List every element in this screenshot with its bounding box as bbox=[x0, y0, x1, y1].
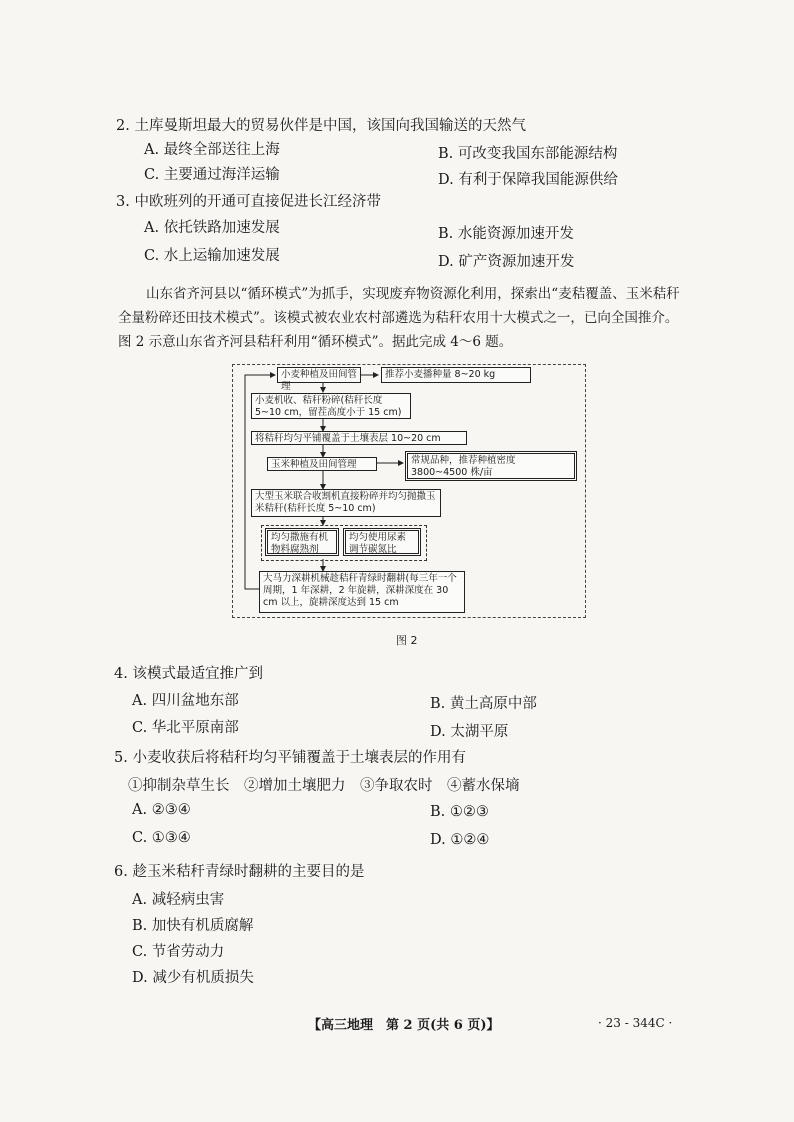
passage-line-3: 图 2 示意山东省齐河县秸秆利用“循环模式”。据此完成 4～6 题。 bbox=[118, 334, 513, 350]
question-2-option-c: C. 主要通过海洋运输 bbox=[144, 167, 280, 183]
question-2-stem: 2. 土库曼斯坦最大的贸易伙伴是中国，该国向我国输送的天然气 bbox=[116, 118, 526, 134]
question-4-option-d: D. 太湖平原 bbox=[430, 724, 509, 740]
question-5-stem: 5. 小麦收获后将秸秆均匀平铺覆盖于土壤表层的作用有 bbox=[114, 750, 466, 766]
question-6-option-a: A. 减轻病虫害 bbox=[132, 892, 225, 908]
question-5-statements: ①抑制杂草生长 ②增加土壤肥力 ③争取农时 ④蓄水保墒 bbox=[128, 778, 520, 794]
question-4-option-c: C. 华北平原南部 bbox=[132, 720, 239, 736]
question-3-option-c: C. 水上运输加速发展 bbox=[144, 248, 280, 264]
page-footer-title: 【高三地理 第 2 页(共 6 页)】 bbox=[308, 1018, 500, 1033]
passage bbox=[118, 282, 718, 354]
question-2-option-a: A. 最终全部送往上海 bbox=[144, 142, 280, 158]
question-4-stem: 4. 该模式最适宜推广到 bbox=[114, 666, 263, 682]
flow-box-urea: 均匀使用尿素调节碳氮比 bbox=[343, 528, 421, 556]
flow-box-wheat-planting: 小麦种植及田间管理 bbox=[277, 367, 361, 383]
question-2-option-d: D. 有利于保障我国能源供给 bbox=[438, 172, 618, 188]
question-5-option-a: A. ②③④ bbox=[132, 802, 191, 818]
flow-box-corn-harvest: 大型玉米联合收割机直接粉碎并均匀抛撒玉米秸秆(秸秆长度 5~10 cm) bbox=[251, 489, 441, 517]
figure-2-flowchart bbox=[232, 364, 586, 618]
question-4-option-a: A. 四川盆地东部 bbox=[132, 693, 239, 709]
question-6-option-d: D. 减少有机质损失 bbox=[132, 970, 254, 986]
question-3-stem: 3. 中欧班列的开通可直接促进长江经济带 bbox=[116, 194, 381, 210]
question-6-stem: 6. 趁玉米秸秆青绿时翻耕的主要目的是 bbox=[114, 864, 365, 880]
question-5-option-d: D. ①②④ bbox=[430, 832, 490, 848]
flow-box-wheat-harvest: 小麦机收、秸秆粉碎(秸秆长度 5~10 cm，留茬高度小于 15 cm) bbox=[251, 393, 411, 419]
question-3-option-b: B. 水能资源加速开发 bbox=[438, 226, 574, 242]
question-3-option-d: D. 矿产资源加速开发 bbox=[438, 254, 575, 270]
question-5-option-c: C. ①③④ bbox=[132, 830, 191, 846]
flow-box-corn-planting: 玉米种植及田间管理 bbox=[267, 457, 377, 471]
passage-line-1: 山东省齐河县以“循环模式”为抓手，实现废弃物资源化利用，探索出“麦秸覆盖、玉米秸秆 bbox=[146, 286, 680, 302]
page-footer-code: · 23 - 344C · bbox=[598, 1016, 673, 1030]
flow-box-wheat-seeding-rate: 推荐小麦播种量 8~20 kg bbox=[381, 367, 531, 383]
flow-box-corn-density: 常规品种，推荐种植密度 3800~4500 株/亩 bbox=[405, 451, 577, 481]
flow-box-straw-mulch: 将秸秆均匀平铺覆盖于土壤表层 10~20 cm bbox=[251, 431, 467, 445]
question-5-option-b: B. ①②③ bbox=[430, 804, 489, 820]
question-3-option-a: A. 依托铁路加速发展 bbox=[144, 220, 280, 236]
question-4-option-b: B. 黄土高原中部 bbox=[430, 696, 537, 712]
flow-box-decomposer: 均匀撒施有机物料腐熟剂 bbox=[265, 528, 339, 556]
question-6-option-b: B. 加快有机质腐解 bbox=[132, 918, 254, 934]
question-2-option-b: B. 可改变我国东部能源结构 bbox=[438, 146, 618, 162]
question-6-option-c: C. 节省劳动力 bbox=[132, 944, 225, 960]
figure-2-caption: 图 2 bbox=[396, 634, 418, 647]
passage-line-2: 全量粉碎还田技术模式”。该模式被农业农村部遴选为秸秆农用十大模式之一，已向全国推介。 bbox=[118, 310, 679, 326]
flow-box-deep-tillage: 大马力深耕机械趁秸秆青绿时翻耕(每三年一个周期，1 年深耕，2 年旋耕，深耕深度在 30 cm 以上，旋耕深度达到 15 cm bbox=[259, 571, 465, 613]
